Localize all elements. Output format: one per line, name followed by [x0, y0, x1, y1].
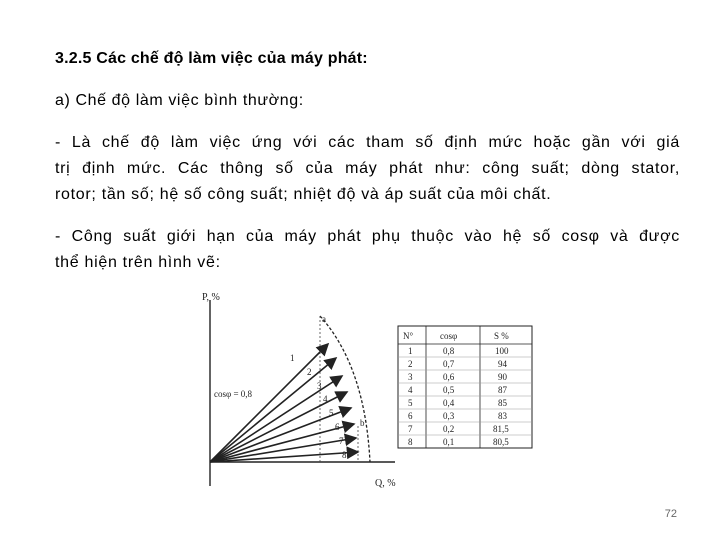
- table-cell: 8: [408, 437, 413, 447]
- subsection-heading: a) Chế độ làm việc bình thường:: [55, 92, 304, 109]
- cos-phi-label: cosφ = 0,8: [214, 389, 253, 399]
- vector-label: 3: [317, 381, 322, 391]
- vector-2: [210, 358, 336, 462]
- vector-label: 8: [342, 450, 347, 460]
- q-axis-label: Q, %: [375, 478, 396, 489]
- table-cell: 0,6: [443, 372, 455, 382]
- vector-6: [210, 424, 354, 462]
- capability-diagram: [190, 286, 550, 496]
- table-cell: 2: [408, 359, 413, 369]
- table-cell: 94: [498, 359, 507, 369]
- table-cell: 100: [495, 346, 509, 356]
- table-cell: 7: [408, 424, 413, 434]
- table-cell: 80,5: [493, 437, 509, 447]
- data-table: [398, 326, 532, 448]
- vector-label: 2: [307, 367, 312, 377]
- paragraph-line: - Là chế độ làm việc ứng với các tham số định mức hoặc gần với giá: [55, 134, 680, 151]
- paragraph-normal-mode: [55, 130, 680, 208]
- vector-label: 4: [323, 394, 328, 404]
- generator-capability-figure: [190, 286, 550, 501]
- table-cell: 0,2: [443, 424, 455, 434]
- table-cell: 0,4: [443, 398, 455, 408]
- p-axis-label: P, %: [202, 292, 220, 303]
- table-cell: 6: [408, 411, 413, 421]
- table-cell: 90: [498, 372, 507, 382]
- section-heading: 3.2.5 Các chế độ làm việc của máy phát:: [55, 50, 368, 67]
- table-header: S %: [494, 331, 509, 341]
- curve-label-a: a: [322, 314, 326, 324]
- table-cell: 83: [498, 411, 507, 421]
- table-cell: 5: [408, 398, 413, 408]
- table-header: N°: [403, 331, 414, 341]
- vector-label: 6: [335, 422, 340, 432]
- table-cell: 4: [408, 385, 413, 395]
- paragraph-line: rotor; tần số; hệ số công suất; nhiệt độ và áp suất của môi chất.: [55, 186, 552, 203]
- table-cell: 87: [498, 385, 507, 395]
- paragraph-power-limit: [55, 224, 680, 276]
- vector-label: 7: [339, 436, 344, 446]
- table-cell: 0,3: [443, 411, 455, 421]
- table-cell: 1: [408, 346, 413, 356]
- paragraph-line: trị định mức. Các thông số của máy phát như: công suất; dòng stator,: [55, 160, 680, 177]
- vector-label: 5: [329, 408, 334, 418]
- table-cell: 0,8: [443, 346, 455, 356]
- paragraph-line: thể hiện trên hình vẽ:: [55, 254, 221, 271]
- table-cell: 85: [498, 398, 507, 408]
- vector-label: 1: [290, 353, 295, 363]
- table-cell: 0,7: [443, 359, 455, 369]
- paragraph-line: - Công suất giới hạn của máy phát phụ thuộc vào hệ số cosφ và được: [55, 228, 680, 245]
- table-cell: 0,1: [443, 437, 455, 447]
- table-header: cosφ: [440, 331, 458, 341]
- vector-1: [210, 344, 328, 462]
- table-cell: 81,5: [493, 424, 509, 434]
- curve-label-b: b: [360, 418, 365, 428]
- table-cell: 3: [408, 372, 413, 382]
- table-cell: 0,5: [443, 385, 455, 395]
- page-number: 72: [664, 508, 677, 520]
